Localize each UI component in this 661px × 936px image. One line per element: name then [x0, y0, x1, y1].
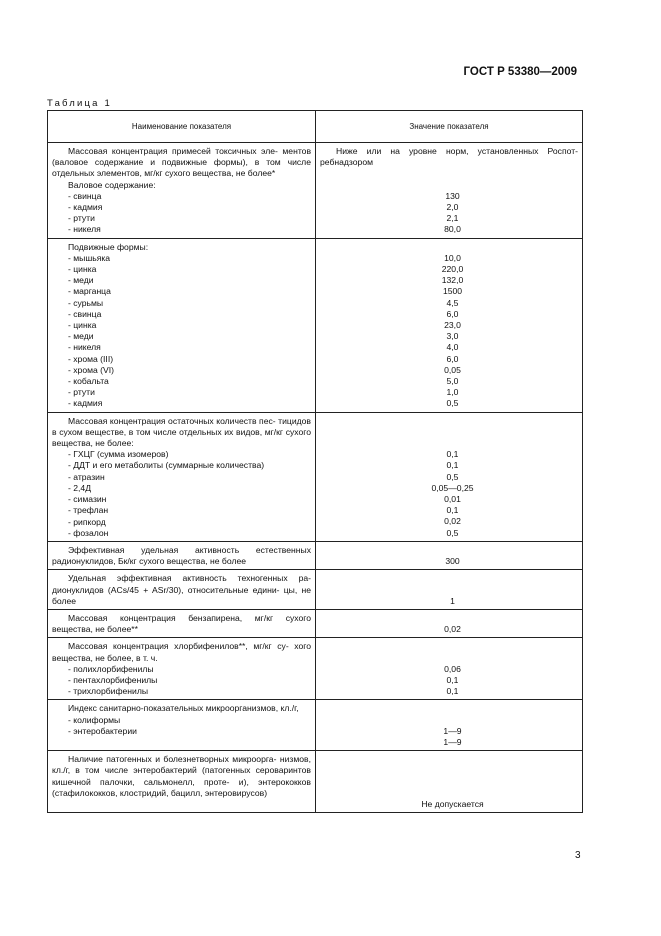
item-value: 0,5: [446, 527, 459, 538]
item-value: 220,0: [441, 264, 464, 275]
indicator-description: Индекс санитарно-показательных микроорганизмов, кл./г,: [68, 703, 299, 714]
item-value: 0,5: [446, 398, 459, 409]
item-name: - ртути: [68, 387, 95, 398]
table-row-pathogenic-microorganisms: [48, 751, 583, 813]
subheader-gross: Валовое содержание:: [68, 179, 156, 190]
item-name: - цинка: [68, 264, 97, 275]
table-row-pesticides: [48, 412, 583, 541]
item-name: - кобальта: [68, 376, 109, 387]
value-cell: [316, 751, 583, 813]
item-value: 0,02: [444, 624, 461, 635]
item-name: - меди: [68, 275, 94, 286]
item-name: - кадмия: [68, 398, 103, 409]
item-value: 1500: [442, 286, 463, 297]
item-value: 0,1: [446, 686, 459, 697]
indicator-description: Массовая концентрация остаточных количеств пес- тицидов в сухом веществе, в том числе отдельных их видов, мг/кг сухого вещества, не более:: [52, 415, 311, 449]
item-name: - пентахлорбифенилы: [68, 674, 158, 685]
item-value: 1: [450, 595, 455, 606]
item-value: 10,0: [444, 252, 461, 263]
indicator-cell: [48, 412, 316, 541]
item-name: - кадмия: [68, 202, 103, 213]
item-value: 0,05: [444, 364, 461, 375]
indicators-table: [47, 110, 583, 813]
item-name: - мышьяка: [68, 252, 111, 263]
item-value: 300: [445, 556, 460, 567]
item-value: Не допускается: [421, 798, 484, 809]
item-name: - ртути: [68, 213, 95, 224]
table-row-sanitary-microorganisms: [48, 700, 583, 751]
item-value: 0,5: [446, 471, 459, 482]
item-name: - никеля: [68, 224, 101, 235]
table-caption: Таблица 1: [47, 98, 112, 109]
item-name: - цинка: [68, 320, 97, 331]
item-value: 4,0: [446, 342, 459, 353]
item-value: 130: [445, 190, 460, 201]
item-name: - колиформы: [68, 714, 121, 725]
value-description: Ниже или на уровне норм, установленных Роспот- ребнадзором: [320, 146, 578, 168]
item-value: 0,02: [444, 516, 461, 527]
item-value: 5,0: [446, 376, 459, 387]
indicator-cell: [48, 751, 316, 813]
document-id: ГОСТ Р 53380—2009: [463, 66, 577, 78]
item-value: 23,0: [444, 320, 461, 331]
item-name: - хрома (III): [68, 353, 114, 364]
indicator-description: Массовая концентрация хлорбифенилов**, мг/кг су- хого вещества, не более, в т. ч.: [52, 641, 311, 663]
value-cell: [316, 609, 583, 637]
item-name: - сурьмы: [68, 297, 104, 308]
item-value: 132,0: [441, 275, 464, 286]
indicator-cell: [48, 143, 316, 239]
indicator-description: Массовая концентрация бензапирена, мг/кг сухого вещества, не более**: [52, 612, 311, 635]
value-cell: [316, 541, 583, 569]
subheader-mobile: Подвижные формы:: [68, 241, 149, 252]
value-cell: [316, 143, 583, 239]
value-cell: [316, 570, 583, 610]
table-row-natural-radionuclides: [48, 541, 583, 569]
indicator-cell: [48, 238, 316, 412]
item-value: 0,05—0,25: [431, 482, 474, 493]
table-row-technogenic-radionuclides: [48, 570, 583, 610]
item-value: 1,0: [446, 387, 459, 398]
table-row-chlorobiphenyls: [48, 638, 583, 700]
indicator-description: Массовая концентрация примесей токсичных эле- ментов (валовое содержание и подвижные формы), в том числе отдельных элементов, мг/кг сухого вещества, не более*: [52, 146, 312, 179]
table-row-toxic-elements: [48, 143, 583, 239]
column-header-value: Значение показателя: [316, 111, 583, 143]
item-value: 0,06: [444, 663, 461, 674]
item-name: - энтеробактерии: [68, 725, 137, 736]
indicator-cell: [48, 700, 316, 751]
item-value: 2,1: [446, 213, 459, 224]
item-name: - хрома (VI): [68, 364, 115, 375]
item-name: - свинца: [68, 308, 102, 319]
item-value: 80,0: [444, 224, 461, 235]
item-value: 6,0: [446, 353, 459, 364]
indicator-cell: [48, 541, 316, 569]
item-value: 1—9: [443, 736, 462, 747]
item-value: 0,1: [446, 460, 459, 471]
item-name: - симазин: [68, 494, 107, 505]
item-value: 0,1: [446, 449, 459, 460]
indicator-cell: [48, 609, 316, 637]
item-value: 0,1: [446, 674, 459, 685]
value-cell: [316, 412, 583, 541]
page-number: 3: [575, 850, 581, 861]
item-value: 4,5: [446, 297, 459, 308]
item-name: - полихлорбифенилы: [68, 663, 154, 674]
item-value: 0,01: [444, 494, 461, 505]
item-value: 2,0: [446, 202, 459, 212]
value-cell: [316, 638, 583, 700]
indicator-description: Удельная эффективная активность техногенных ра- дионуклидов (ACs/45 + ASr/30), относительные едини- цы, не более: [52, 573, 311, 606]
item-name: - фозалон: [68, 527, 109, 538]
item-name: - рипкорд: [68, 516, 106, 527]
indicator-cell: [48, 570, 316, 610]
column-header-name: Наименование показателя: [48, 111, 316, 143]
value-cell: [316, 700, 583, 751]
item-name: - атразин: [68, 471, 105, 482]
value-cell: [316, 238, 583, 412]
item-name: - свинца: [68, 190, 102, 201]
item-value: 6,0: [446, 308, 459, 319]
item-name: - ГХЦГ (сумма изомеров): [68, 449, 169, 460]
table-row-benzopyrene: [48, 609, 583, 637]
item-name: - марганца: [68, 286, 111, 297]
item-name: - 2,4Д: [68, 482, 92, 493]
item-name: - трихлорбифенилы: [68, 686, 149, 697]
table-header-row: [48, 111, 583, 143]
indicator-cell: [48, 638, 316, 700]
table-row-mobile-forms: [48, 238, 583, 412]
item-name: - трефлан: [68, 505, 109, 516]
indicator-description: Эффективная удельная активность естественных радионуклидов, Бк/кг сухого вещества, не более: [52, 544, 311, 567]
item-name: - меди: [68, 331, 94, 342]
indicator-description: Наличие патогенных и болезнетворных микроорга- низмов, кл./г, в том числе энтеробактерий (патогенных сероваринтов кишечной палочки, сальмонелл, проте- и), энтерококков (стафилококков, клостридий, бацилл, энтеровирусов): [52, 754, 311, 798]
item-name: - никеля: [68, 342, 101, 353]
item-value: 1—9: [443, 725, 462, 736]
item-value: 0,1: [446, 505, 459, 516]
item-value: 3,0: [446, 331, 459, 342]
item-name: - ДДТ и его метаболиты (суммарные количества): [68, 460, 265, 471]
